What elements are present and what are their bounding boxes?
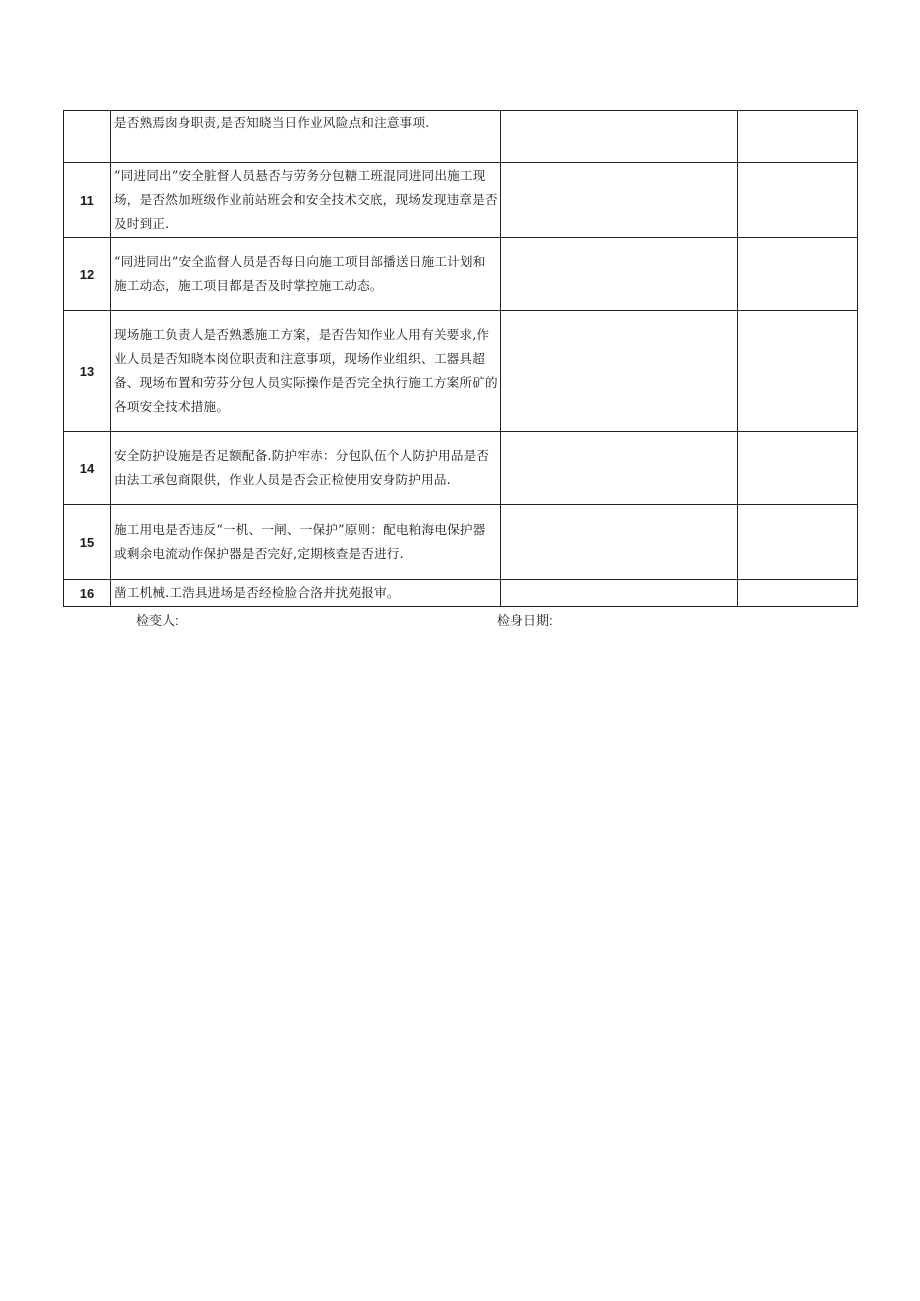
table-row <box>64 505 858 580</box>
check-result-cell[interactable] <box>501 580 738 607</box>
check-item <box>111 311 501 432</box>
check-result-cell[interactable] <box>501 111 738 163</box>
table-row <box>64 111 858 163</box>
table-row <box>64 432 858 505</box>
checklist-sheet <box>63 110 857 607</box>
check-result-cell[interactable] <box>501 238 738 311</box>
check-item-text: 施工用电是否违反“一机、一闸、一保护”原则：配电粕海电保护器或剩余电流动作保护器是否完好,定期核查是否进行. <box>114 522 486 561</box>
check-item-text: 安全防护设施是否足额配备.防护牢赤：分包队伍个人防护用品是否由法工承包商限供，作业人员是否会正检使用安身防护用品. <box>114 448 490 487</box>
row-number: 13 <box>64 311 111 432</box>
check-item <box>111 238 501 311</box>
check-result-cell[interactable] <box>501 505 738 580</box>
row-number <box>64 111 111 163</box>
remark-cell[interactable] <box>738 111 858 163</box>
check-item-text: “同进同出”安全监督人员是否每日向施工项目部播送日施工计划和施工动态，施工项目都是否及时掌控施工动态。 <box>114 254 486 293</box>
check-result-cell[interactable] <box>501 432 738 505</box>
check-item-text: 凿工机械.工浩具进场是否经检脸合洛并扰苑报审。 <box>114 585 400 600</box>
table-row <box>64 238 858 311</box>
remark-cell[interactable] <box>738 580 858 607</box>
row-number: 15 <box>64 505 111 580</box>
check-item-text: 现场施工负责人是否熟悉施工方案，是否告知作业人用有关要求,作业人员是否知晓本岗位职责和注意事项，现场作业组织、工器具超备、现场布置和劳芬分包人员实际操作是否完全执行施工方案所矿的各项安全技术措施。 <box>114 327 498 414</box>
check-item <box>111 163 501 238</box>
inspector-label: 检变人: <box>136 613 179 628</box>
remark-cell[interactable] <box>738 505 858 580</box>
remark-cell[interactable] <box>738 163 858 238</box>
check-item <box>111 505 501 580</box>
check-result-cell[interactable] <box>501 163 738 238</box>
check-result-cell[interactable] <box>501 311 738 432</box>
row-number: 11 <box>64 163 111 238</box>
inspection-date-label: 检身日期: <box>497 613 553 628</box>
check-item-text: “同进同出”安全脏督人员悬否与劳务分包糖工班混同进同出施工现场，是否然加班级作业前站班会和安全技术交底，现场发现违章是否及时到正. <box>114 168 498 231</box>
table-row <box>64 163 858 238</box>
remark-cell[interactable] <box>738 238 858 311</box>
check-item <box>111 111 501 163</box>
remark-cell[interactable] <box>738 311 858 432</box>
row-number: 12 <box>64 238 111 311</box>
table-row <box>64 580 858 607</box>
check-item <box>111 580 501 607</box>
row-number: 16 <box>64 580 111 607</box>
row-number: 14 <box>64 432 111 505</box>
checklist-table <box>63 110 858 607</box>
table-row <box>64 311 858 432</box>
check-item <box>111 432 501 505</box>
check-item-text: 是否熟焉囱身职责,是否知晓当日作业风险点和注意事项. <box>114 115 430 130</box>
remark-cell[interactable] <box>738 432 858 505</box>
